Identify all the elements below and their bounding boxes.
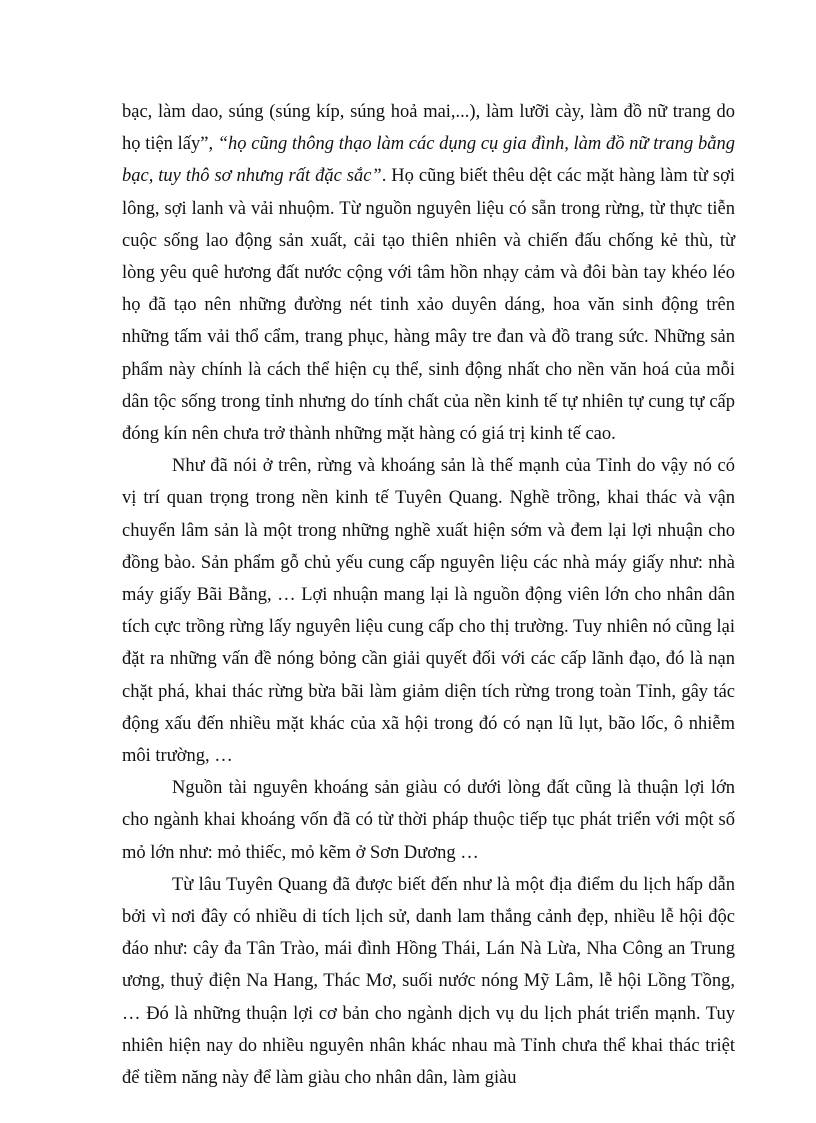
paragraph-tourism: Từ lâu Tuyên Quang đã được biết đến như là một địa điểm du lịch hấp dẫn bởi vì nơi đây có nhiều di tích lịch sử, danh lam thắng cảnh đẹp, nhiều lễ hội độc đáo như: cây đa Tân Trào, mái đình Hồng Thái, Lán Nà Lừa, Nha Công an Trung ương, thuỷ điện Na Hang, Thác Mơ, suối nước nóng Mỹ Lâm, lễ hội Lồng Tồng, … Đó là những thuận lợi cơ bản cho ngành dịch vụ du lịch phát triển mạnh. Tuy nhiên hiện nay do nhiều nguyên nhân khác nhau mà Tỉnh chưa thể khai thác triệt để tiềm năng này để làm giàu cho nhân dân, làm giàu (122, 874, 735, 1089)
paragraph-crafts-intro: bạc, làm dao, súng (súng kíp, súng hoả mai,...), làm lưỡi cày, làm đồ nữ trang do họ tiện lấy”, (122, 102, 735, 155)
paragraph-minerals: Nguồn tài nguyên khoáng sản giàu có dưới lòng đất cũng là thuận lợi lớn cho ngành khai khoáng vốn đã có từ thời pháp thuộc tiếp tục phát triển với một số mỏ lớn như: mỏ thiếc, mỏ kẽm ở Sơn Dương … (122, 778, 735, 863)
paragraph-crafts (122, 96, 735, 450)
document-body (122, 96, 735, 1094)
paragraph-crafts-rest: . Họ cũng biết thêu dệt các mặt hàng làm từ sợi lông, sợi lanh và vải nhuộm. Từ nguồn nguyên liệu có sẵn trong rừng, từ thực tiễn cuộc sống lao động sản xuất, cải tạo thiên nhiên và chiến đấu chống kẻ thù, từ lòng yêu quê hương đất nước cộng với tâm hồn nhạy cảm và đôi bàn tay khéo léo họ đã tạo nên những đường nét tinh xảo duyên dáng, hoa văn sinh động trên những tấm vải thổ cẩm, trang phục, hàng mây tre đan và đồ trang sức. Những sản phẩm này chính là cách thể hiện cụ thể, sinh động nhất cho nền văn hoá của mỗi dân tộc sống trong tỉnh nhưng do tính chất của nền kinh tế tự nhiên tự cung tự cấp đóng kín nên chưa trở thành những mặt hàng có giá trị kinh tế cao. (122, 166, 735, 445)
paragraph-forestry: Như đã nói ở trên, rừng và khoáng sản là thế mạnh của Tỉnh do vậy nó có vị trí quan trọng trong nền kinh tế Tuyên Quang. Nghề trồng, khai thác và vận chuyển lâm sản là một trong những nghề xuất hiện sớm và đem lại lợi nhuận cho đồng bào. Sản phẩm gỗ chủ yếu cung cấp nguyên liệu các nhà máy giấy như: nhà máy giấy Bãi Bằng, … Lợi nhuận mang lại là nguồn động viên lớn cho nhân dân tích cực trồng rừng lấy nguyên liệu cung cấp cho thị trường. Tuy nhiên nó cũng lại đặt ra những vấn đề nóng bỏng cần giải quyết đối với các cấp lãnh đạo, đó là nạn chặt phá, khai thác rừng bừa bãi làm giảm diện tích rừng trong toàn Tỉnh, gây tác động xấu đến nhiều mặt khác của xã hội trong đó có nạn lũ lụt, bão lốc, ô nhiễm môi trường, … (122, 456, 735, 767)
paragraph-crafts-quote: “họ cũng thông thạo làm các dụng cụ gia đình, làm đồ nữ trang bằng bạc, tuy thô sơ nhưng rất đặc sắc” (122, 134, 735, 187)
